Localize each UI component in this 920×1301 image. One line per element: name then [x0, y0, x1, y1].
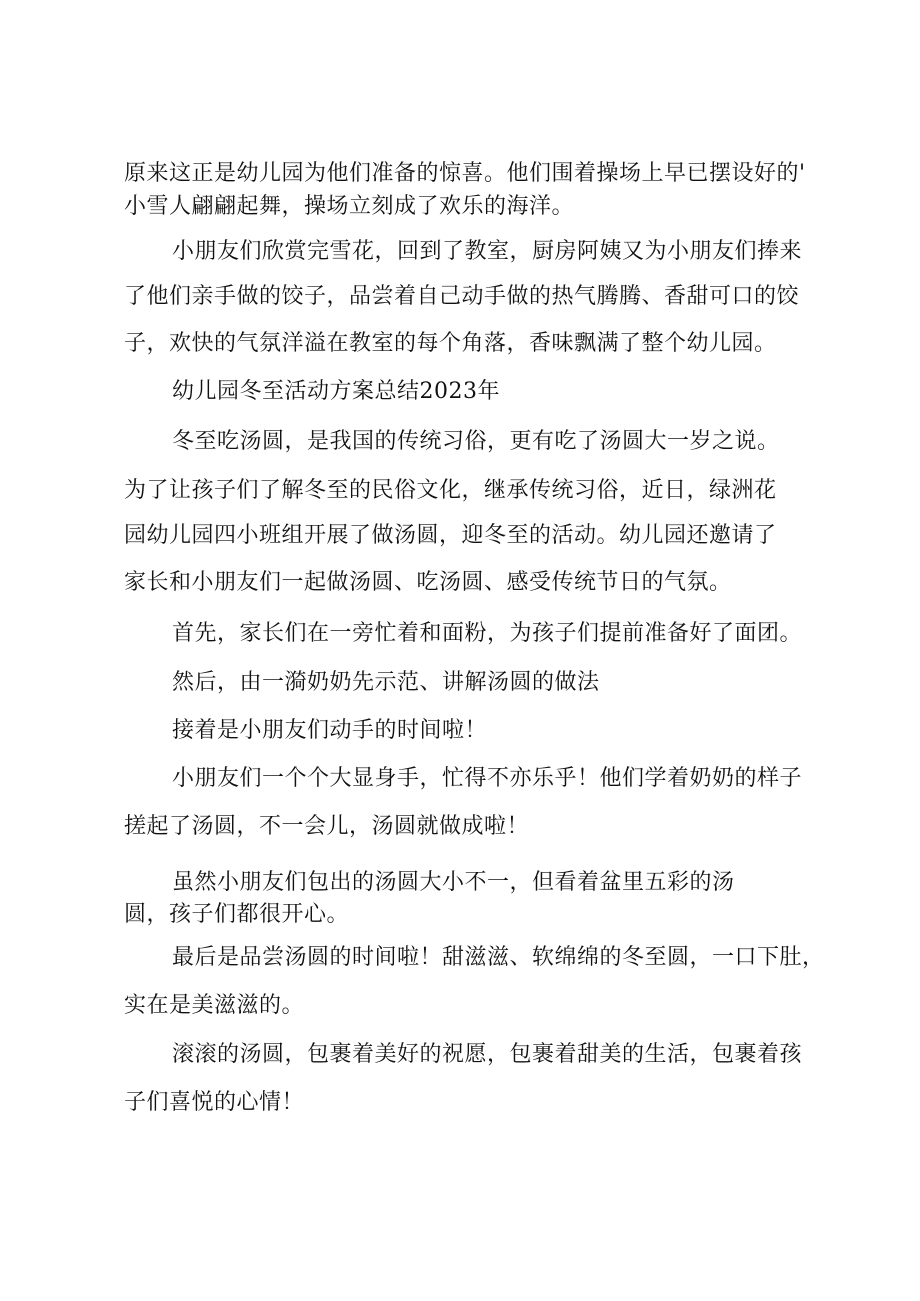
paragraph-line: 首先，家长们在一旁忙着和面粉，为孩子们提前准备好了面团。 [172, 621, 803, 646]
paragraph-line: 冬至吃汤圆，是我国的传统习俗，更有吃了汤圆大一岁之说。 [172, 429, 780, 454]
paragraph-line: 小朋友们欣赏完雪花，回到了教室，厨房阿姨又为小朋友们捧来 [172, 239, 803, 264]
paragraph-line: 小朋友们一个个大显身手，忙得不亦乐乎！他们学着奶奶的样子 [172, 766, 803, 791]
paragraph-line: 最后是品尝汤圆的时间啦！甜滋滋、软绵绵的冬至圆，一口下肚， [172, 945, 825, 970]
paragraph-line: 滚滚的汤圆，包裹着美好的祝愿，包裹着甜美的生活，包裹着孩 [172, 1042, 803, 1067]
paragraph-line: 园幼儿园四小班组开展了做汤圆，迎冬至的活动。幼儿园还邀请了 [124, 523, 777, 548]
paragraph-line: 然后，由一漪奶奶先示范、讲解汤圆的做法 [172, 670, 600, 695]
paragraph-line: 为了让孩子们了解冬至的民俗文化，继承传统习俗，近日，绿洲花 [124, 478, 777, 503]
paragraph-line: 实在是美滋滋的。 [124, 993, 305, 1018]
paragraph-line: 家长和小朋友们一起做汤圆、吃汤圆、感受传统节日的气氛。 [124, 570, 732, 595]
paragraph-line: 子们喜悦的心情！ [124, 1090, 305, 1115]
section-heading: 幼儿园冬至活动方案总结2023年 [172, 379, 500, 404]
paragraph-line: 圆，孩子们都很开心。 [124, 902, 350, 927]
paragraph-line: 虽然小朋友们包出的汤圆大小不一，但看着盆里五彩的汤 [172, 870, 735, 895]
paragraph-line: 原来这正是幼儿园为他们准备的惊喜。他们围着操场上早已摆设好的' [124, 161, 806, 186]
paragraph-line: 接着是小朋友们动手的时间啦！ [172, 718, 488, 743]
paragraph-line: 了他们亲手做的饺子，品尝着自己动手做的热气腾腾、香甜可口的饺 [124, 284, 800, 309]
paragraph-line: 子，欢快的气氛洋溢在教室的每个角落，香味飘满了整个幼儿园。 [124, 331, 777, 356]
paragraph-line: 小雪人翩翩起舞，操场立刻成了欢乐的海洋。 [124, 194, 575, 219]
paragraph-line: 搓起了汤圆，不一会儿，汤圆就做成啦！ [124, 814, 530, 839]
